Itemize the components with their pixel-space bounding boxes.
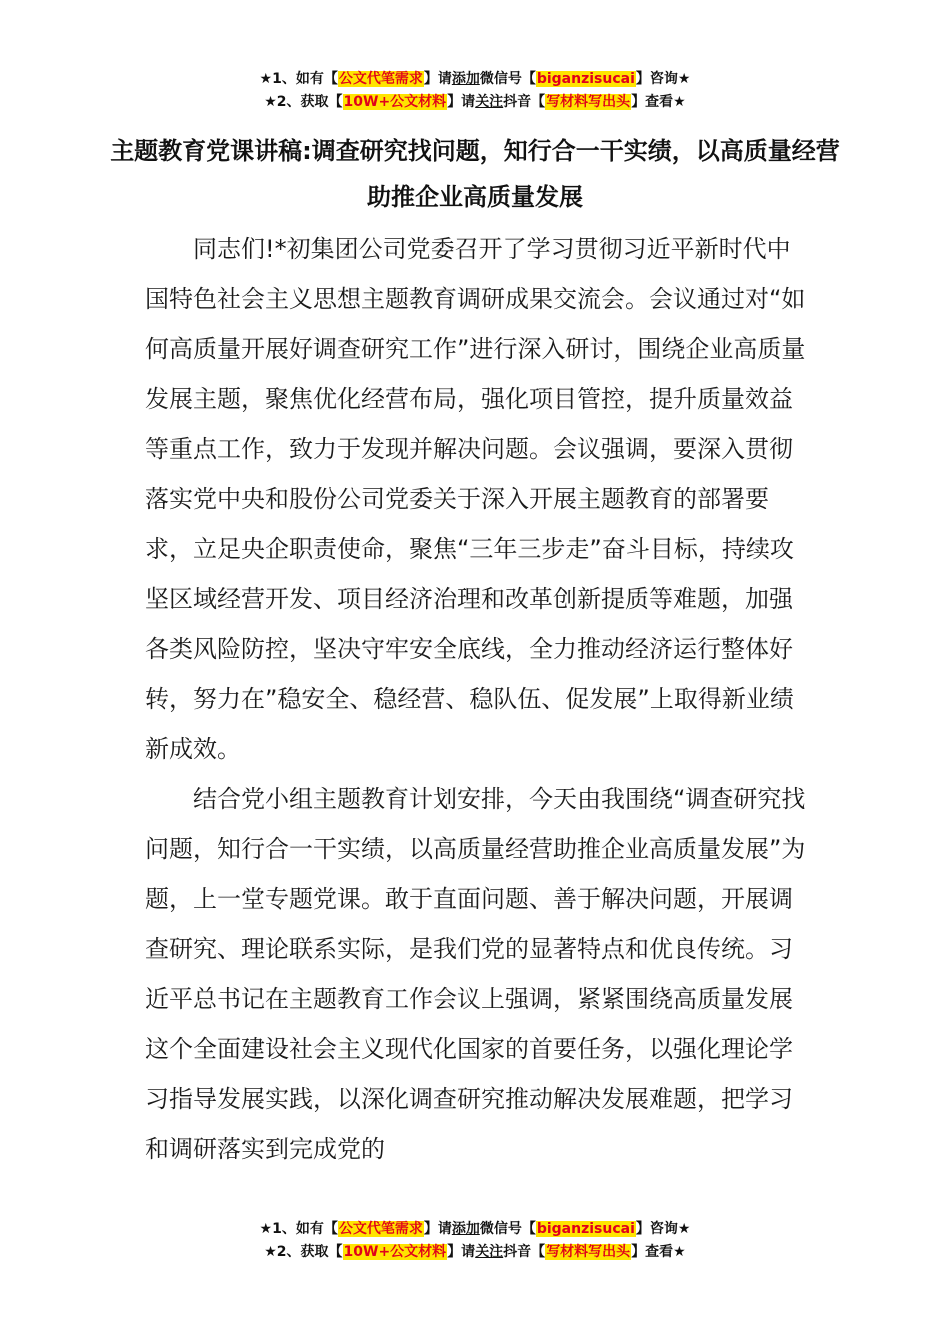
promo-line-2: ★2、获取【10W+公文材料】请关注抖音【写材料写出头】查看★ — [264, 94, 686, 110]
highlight-service: 公文代笔需求 — [338, 1221, 423, 1237]
body-paragraph-1: 同志们!*初集团公司党委召开了学习贯彻习近平新时代中国特色社会主义思想主题教育调研成果交流会。会议通过对“如何高质量开展好调查研究工作”进行深入研讨，围绕企业高质量发展主题，聚焦优化经营布局，强化项目管控，提升质量效益等重点工作，致力于发现并解决问题。会议强调，要深入贯彻落实党中央和股份公司党委关于深入开展主题教育的部署要求，立足央企职责使命，聚焦“三年三步走”奋斗目标，持续攻坚区域经营开发、项目经济治理和改革创新提质等难题，加强各类风险防控，坚决守牢安全底线，全力推动经济运行整体好转，努力在”稳安全、稳经营、稳队伍、促发展”上取得新业绩新成效。 — [145, 235, 806, 763]
highlight-materials: 10W+公文材料 — [343, 1244, 447, 1260]
promo-line-1: ★1、如有【公文代笔需求】请添加微信号【biganzisucai】咨询★ — [259, 71, 691, 87]
highlight-wechat-id: biganzisucai — [536, 71, 635, 87]
body-paragraph-2: 结合党小组主题教育计划安排，今天由我围绕“调查研究找问题，知行合一干实绩，以高质量经营助推企业高质量发展”为题，上一堂专题党课。敢于直面问题、善于解决问题，开展调查研究、理论联系实际，是我们党的显著特点和优良传统。习近平总书记在主题教育工作会议上强调，紧紧围绕高质量发展这个全面建设社会主义现代化国家的首要任务，以强化理论学习指导发展实践，以深化调查研究推动解决发展难题，把学习和调研落实到完成党的 — [145, 785, 806, 1163]
bottom-promo-banner — [0, 1218, 950, 1264]
highlight-douyin-account: 写材料写出头 — [546, 1244, 631, 1260]
promo-line-1: ★1、如有【公文代笔需求】请添加微信号【biganzisucai】咨询★ — [259, 1221, 691, 1237]
highlight-douyin-account: 写材料写出头 — [546, 94, 631, 110]
highlight-materials: 10W+公文材料 — [343, 94, 447, 110]
top-promo-banner — [0, 68, 950, 114]
document-title: 主题教育党课讲稿:调查研究找问题，知行合一干实绩，以高质量经营助推企业高质量发展 — [110, 137, 840, 211]
document-body — [145, 224, 813, 1174]
highlight-service: 公文代笔需求 — [338, 71, 423, 87]
promo-line-2: ★2、获取【10W+公文材料】请关注抖音【写材料写出头】查看★ — [264, 1244, 686, 1260]
highlight-wechat-id: biganzisucai — [536, 1221, 635, 1237]
